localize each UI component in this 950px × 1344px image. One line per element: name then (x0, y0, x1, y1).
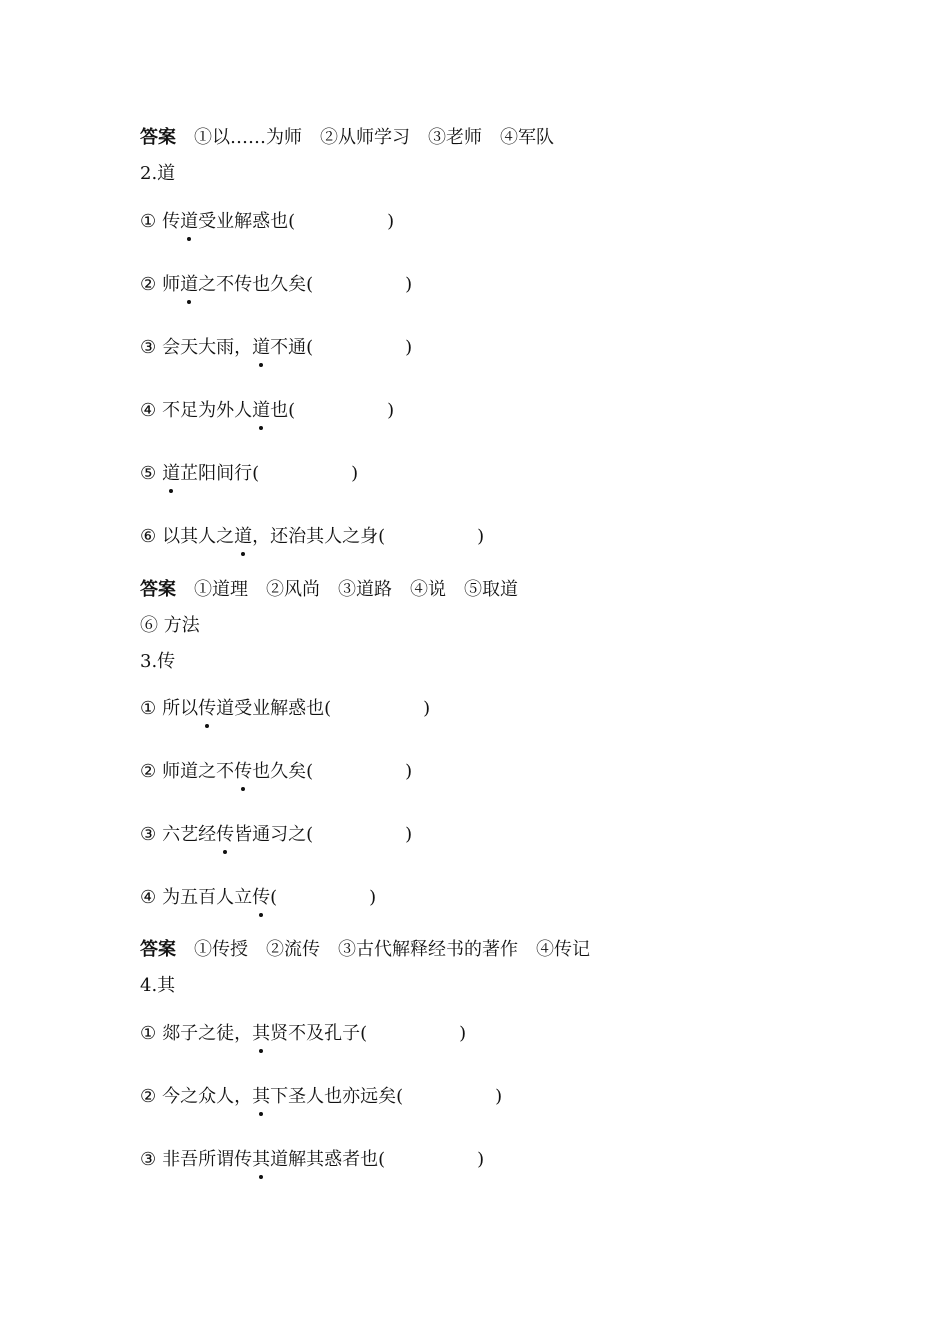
emphasized-word: 传 (234, 761, 253, 782)
question-text: 芷阳间行( (180, 463, 260, 484)
question-text: 也久矣( (252, 761, 314, 782)
answer-item: ③古代解释经书的著作 (338, 939, 518, 960)
close-paren: ) (405, 274, 413, 295)
question-number: ① (140, 211, 157, 232)
question-3-2 (140, 760, 412, 784)
emphasized-word: 其 (252, 1086, 271, 1107)
question-number: ③ (140, 1149, 157, 1170)
answer-item: ②风尚 (266, 579, 320, 600)
question-number: ⑥ (140, 526, 157, 547)
answer-item: ④说 (410, 579, 446, 600)
question-4-1 (140, 1022, 466, 1046)
question-2-3 (140, 336, 412, 360)
question-text: 非吾所谓传 (162, 1149, 253, 1170)
question-text: 下圣人也亦远矣( (270, 1086, 404, 1107)
emphasized-word: 道 (252, 400, 271, 421)
question-text: 郯子之徒， (162, 1023, 253, 1044)
question-number: ③ (140, 337, 157, 358)
emphasized-word: 传 (216, 824, 235, 845)
close-paren: ) (351, 463, 359, 484)
close-paren: ) (387, 400, 395, 421)
close-paren: ) (387, 211, 395, 232)
question-text: 贤不及孔子( (270, 1023, 368, 1044)
emphasized-word: 传 (252, 887, 271, 908)
close-paren: ) (369, 887, 377, 908)
question-text: 道受业解惑也( (216, 698, 332, 719)
answer-item: ④传记 (536, 939, 590, 960)
answer-line-3 (140, 938, 608, 962)
answer-label: 答案 (140, 939, 176, 960)
question-text: 道解其惑者也( (270, 1149, 386, 1170)
emphasized-word: 道 (252, 337, 271, 358)
question-number: ② (140, 761, 157, 782)
close-paren: ) (405, 337, 413, 358)
question-2-1 (140, 210, 394, 234)
close-paren: ) (495, 1086, 503, 1107)
emphasized-word: 其 (252, 1023, 271, 1044)
emphasized-word: 其 (252, 1149, 271, 1170)
answer-item: ②流传 (266, 939, 320, 960)
answer-line-2-continued: ⑥ 方法 (140, 615, 200, 636)
question-2-4 (140, 399, 394, 423)
question-2-6 (140, 525, 484, 549)
question-3-3 (140, 823, 412, 847)
question-number: ④ (140, 887, 157, 908)
question-text: 不通( (270, 337, 314, 358)
question-text: 也( (270, 400, 296, 421)
emphasized-word: 道 (180, 274, 199, 295)
question-text: 受业解惑也( (198, 211, 296, 232)
question-number: ① (140, 698, 157, 719)
question-4-3 (140, 1148, 484, 1172)
question-number: ① (140, 1023, 157, 1044)
question-3-1 (140, 697, 430, 721)
question-text: 为五百人立 (162, 887, 253, 908)
emphasized-word: 传 (198, 698, 217, 719)
answer-item: ①传授 (194, 939, 248, 960)
answer-line-1 (140, 126, 572, 150)
close-paren: ) (477, 526, 485, 547)
question-number: ③ (140, 824, 157, 845)
question-3-4 (140, 886, 376, 910)
question-number: ④ (140, 400, 157, 421)
question-text: ( (270, 887, 278, 908)
question-text: 皆通习之( (234, 824, 314, 845)
question-2-5 (140, 462, 358, 486)
close-paren: ) (405, 761, 413, 782)
answer-item: ④军队 (500, 127, 554, 148)
emphasized-word: 道 (234, 526, 253, 547)
emphasized-word: 道 (180, 211, 199, 232)
close-paren: ) (423, 698, 431, 719)
question-text: 六艺经 (162, 824, 217, 845)
question-4-2 (140, 1085, 502, 1109)
question-2-2 (140, 273, 412, 297)
emphasized-word: 道 (162, 463, 181, 484)
question-text: 之不传也久矣( (198, 274, 314, 295)
question-text: 师道之不 (162, 761, 235, 782)
answer-item: ③道路 (338, 579, 392, 600)
question-text: 会天大雨， (162, 337, 253, 358)
question-number: ⑤ (140, 463, 157, 484)
section-heading-4: 4.其 (140, 975, 176, 996)
answer-item: ①道理 (194, 579, 248, 600)
question-text: 不足为外人 (162, 400, 253, 421)
section-heading-3: 3.传 (140, 651, 176, 672)
answer-item: ①以……为师 (194, 127, 302, 148)
close-paren: ) (405, 824, 413, 845)
question-text: 师 (162, 274, 181, 295)
answer-label: 答案 (140, 127, 176, 148)
question-text: 所以 (162, 698, 199, 719)
question-text: 传 (162, 211, 181, 232)
section-heading-2: 2.道 (140, 163, 176, 184)
answer-item: ②从师学习 (320, 127, 410, 148)
answer-item: ③老师 (428, 127, 482, 148)
close-paren: ) (477, 1149, 485, 1170)
question-text: 今之众人， (162, 1086, 253, 1107)
answer-item: ⑤取道 (464, 579, 518, 600)
question-number: ② (140, 274, 157, 295)
question-text: ，还治其人之身( (252, 526, 386, 547)
question-text: 以其人之 (162, 526, 235, 547)
answer-line-2 (140, 578, 536, 602)
answer-label: 答案 (140, 579, 176, 600)
close-paren: ) (459, 1023, 467, 1044)
question-number: ② (140, 1086, 157, 1107)
